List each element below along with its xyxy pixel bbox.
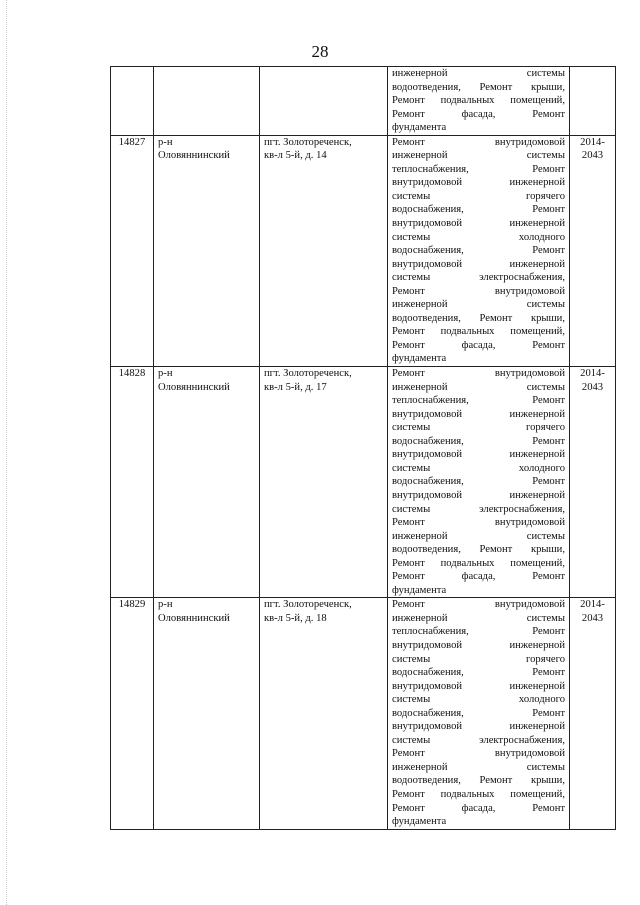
repair-works-line: инженерной системы — [392, 612, 565, 624]
address-line: кв-л 5-й, д. 17 — [264, 381, 327, 393]
repair-works-line: системы электроснабжения, — [392, 272, 565, 284]
repair-works-line: теплоснабжения, Ремонт — [392, 395, 565, 407]
address-line: пгт. Золотореченск, — [264, 599, 352, 611]
address-line: пгт. Золотореченск, — [264, 368, 352, 380]
address-cell — [260, 135, 388, 366]
district-cell — [154, 67, 260, 136]
period-line: 2014- — [580, 599, 605, 611]
district-line: Оловяннинский — [158, 150, 230, 162]
repair-works-line: системы холодного — [392, 462, 565, 474]
repair-works-line: Ремонт фасада, Ремонт — [392, 108, 565, 120]
repair-works-line: водоснабжения, Ремонт — [392, 476, 565, 488]
repair-works-line: внутридомовой инженерной — [392, 489, 565, 501]
repair-works-line: системы холодного — [392, 231, 565, 243]
repair-works-line: системы горячего — [392, 422, 565, 434]
repair-works-line: фундамента — [392, 353, 447, 365]
district-cell — [154, 135, 260, 366]
repair-works-line: Ремонт фасада, Ремонт — [392, 571, 565, 583]
repair-works-line: инженерной системы — [392, 530, 565, 542]
period-line: 2014- — [580, 136, 605, 148]
repair-works-line: водоотведения, Ремонт крыши, — [392, 81, 565, 93]
district-cell — [154, 598, 260, 829]
repair-works-line: водоотведения, Ремонт крыши, — [392, 544, 565, 556]
repair-works-line: Ремонт подвальных помещений, — [392, 326, 565, 338]
repair-works-line: внутридомовой инженерной — [392, 639, 565, 651]
repair-works-cell — [388, 67, 570, 136]
period-line: 2043 — [581, 381, 604, 393]
repair-works-line: фундамента — [392, 584, 447, 596]
table-row — [111, 367, 616, 598]
object-number-cell: 14828 — [111, 367, 154, 598]
repair-works-cell — [388, 135, 570, 366]
address-line: пгт. Золотореченск, — [264, 136, 352, 148]
repair-works-line: внутридомовой инженерной — [392, 721, 565, 733]
repair-works-line: Ремонт подвальных помещений, — [392, 557, 565, 569]
object-number-cell — [111, 67, 154, 136]
repair-works-line: Ремонт подвальных помещений, — [392, 788, 565, 800]
repair-works-line: водоотведения, Ремонт крыши, — [392, 775, 565, 787]
repair-works-line: Ремонт фасада, Ремонт — [392, 339, 565, 351]
scan-edge-mark — [6, 0, 8, 905]
repair-works-line: внутридомовой инженерной — [392, 177, 565, 189]
repair-works-line: системы горячего — [392, 190, 565, 202]
repair-works-line: инженерной системы — [392, 68, 565, 79]
period-line: 2043 — [581, 150, 604, 162]
period-cell — [570, 67, 616, 136]
repair-works-line: Ремонт внутридомовой — [392, 748, 565, 760]
repair-works-line: водоснабжения, Ремонт — [392, 245, 565, 257]
repair-works-line: системы горячего — [392, 653, 565, 665]
repair-works-line: теплоснабжения, Ремонт — [392, 626, 565, 638]
repair-works-line: инженерной системы — [392, 381, 565, 393]
repair-works-line: Ремонт фасада, Ремонт — [392, 802, 565, 814]
repair-works-line: системы холодного — [392, 694, 565, 706]
district-cell — [154, 367, 260, 598]
repair-works-line: инженерной системы — [392, 150, 565, 162]
repair-works-line: Ремонт внутридомовой — [392, 599, 565, 611]
district-line: р-н — [158, 368, 173, 380]
address-cell — [260, 67, 388, 136]
repair-works-line: Ремонт внутридомовой — [392, 136, 565, 148]
table-row — [111, 598, 616, 829]
repair-works-line: внутридомовой инженерной — [392, 218, 565, 230]
period-cell — [570, 367, 616, 598]
repair-works-line: водоснабжения, Ремонт — [392, 204, 565, 216]
repair-works-line: внутридомовой инженерной — [392, 408, 565, 420]
repair-works-line: системы электроснабжения, — [392, 503, 565, 515]
table-row — [111, 135, 616, 366]
repair-works-line: водоснабжения, Ремонт — [392, 707, 565, 719]
repair-works-cell — [388, 367, 570, 598]
repair-works-line: фундамента — [392, 816, 447, 828]
period-cell — [570, 135, 616, 366]
repair-works-line: Ремонт внутридомовой — [392, 517, 565, 529]
page-number: 28 — [311, 42, 329, 61]
repair-schedule-table — [110, 66, 616, 830]
address-line: кв-л 5-й, д. 18 — [264, 612, 327, 624]
repair-works-line: теплоснабжения, Ремонт — [392, 163, 565, 175]
repair-works-line: водоотведения, Ремонт крыши, — [392, 312, 565, 324]
district-line: р-н — [158, 136, 173, 148]
address-cell — [260, 367, 388, 598]
repair-works-line: инженерной системы — [392, 761, 565, 773]
period-cell — [570, 598, 616, 829]
repair-works-cell — [388, 598, 570, 829]
repair-schedule-body — [111, 67, 616, 830]
repair-works-line: фундамента — [392, 122, 447, 134]
period-line: 2043 — [581, 612, 604, 624]
repair-works-line: Ремонт подвальных помещений, — [392, 95, 565, 107]
period-line: 2014- — [580, 368, 605, 380]
repair-works-line: Ремонт внутридомовой — [392, 285, 565, 297]
repair-works-line: внутридомовой инженерной — [392, 449, 565, 461]
table-row — [111, 67, 616, 136]
address-line: кв-л 5-й, д. 14 — [264, 150, 327, 162]
repair-works-line: системы электроснабжения, — [392, 734, 565, 746]
repair-works-line: внутридомовой инженерной — [392, 680, 565, 692]
district-line: Оловяннинский — [158, 612, 230, 624]
address-cell — [260, 598, 388, 829]
object-number-cell: 14827 — [111, 135, 154, 366]
district-line: Оловяннинский — [158, 381, 230, 393]
repair-works-line: инженерной системы — [392, 299, 565, 311]
repair-works-line: Ремонт внутридомовой — [392, 368, 565, 380]
object-number-cell: 14829 — [111, 598, 154, 829]
district-line: р-н — [158, 599, 173, 611]
repair-works-line: водоснабжения, Ремонт — [392, 667, 565, 679]
repair-works-line: водоснабжения, Ремонт — [392, 435, 565, 447]
repair-works-line: внутридомовой инженерной — [392, 258, 565, 270]
